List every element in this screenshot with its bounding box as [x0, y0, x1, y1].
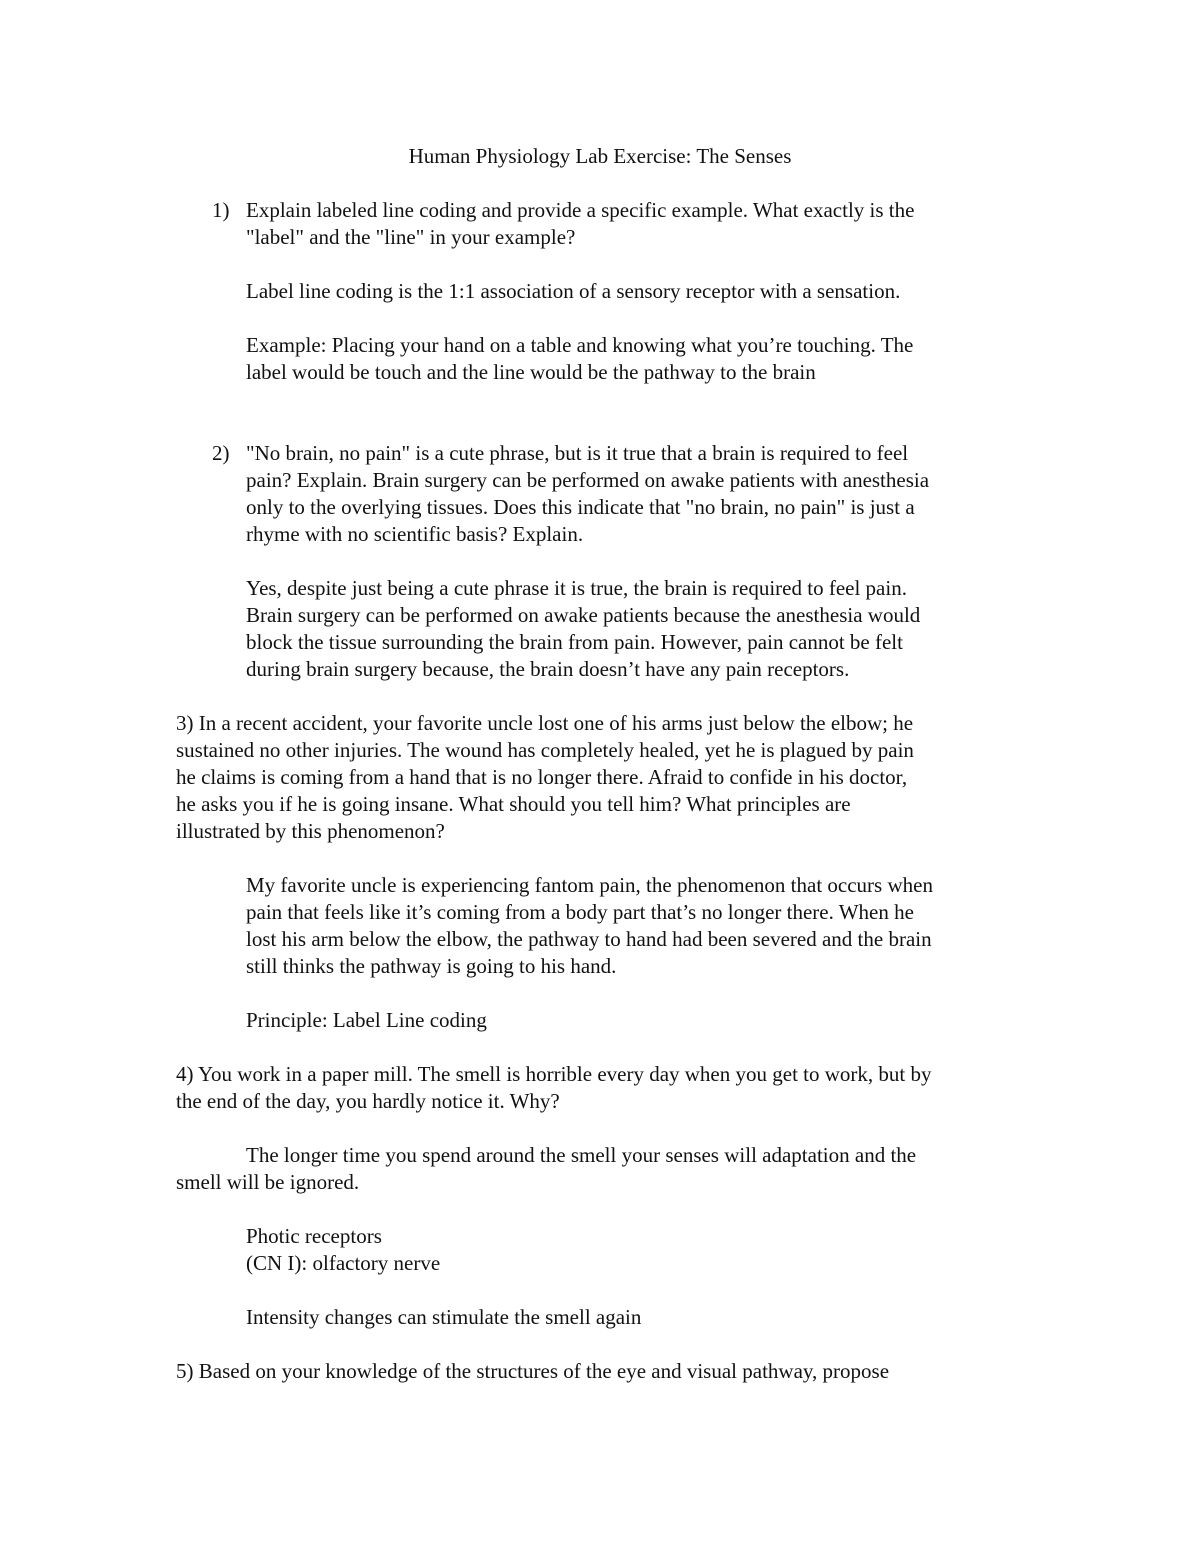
question-3-line: illustrated by this phenomenon? — [176, 819, 445, 843]
question-4-line: 4) You work in a paper mill. The smell is horrible every day when you get to work, but by — [176, 1062, 932, 1086]
question-2-line: rhyme with no scientific basis? Explain. — [246, 522, 584, 546]
question-3-line: he claims is coming from a hand that is no longer there. Afraid to confide in his doctor, — [176, 765, 908, 789]
page-title: Human Physiology Lab Exercise: The Senses — [408, 144, 792, 168]
answer-4-note: (CN I): olfactory nerve — [246, 1251, 441, 1275]
question-1-line: Explain labeled line coding and provide a specific example. What exactly is the — [246, 198, 915, 222]
answer-3-line: My favorite uncle is experiencing fantom pain, the phenomenon that occurs when — [246, 873, 933, 897]
question-2-line: pain? Explain. Brain surgery can be performed on awake patients with anesthesia — [246, 468, 930, 492]
answer-4-note: Photic receptors — [246, 1224, 382, 1248]
question-1-line: "label" and the "line" in your example? — [246, 225, 576, 249]
answer-2-line: Yes, despite just being a cute phrase it is true, the brain is required to feel pain. — [246, 576, 907, 600]
question-3-line: sustained no other injuries. The wound has completely healed, yet he is plagued by pain — [176, 738, 914, 762]
question-3-line: he asks you if he is going insane. What should you tell him? What principles are — [176, 792, 851, 816]
answer-4-line: The longer time you spend around the smell your senses will adaptation and the — [246, 1143, 917, 1167]
answer-3-principle: Principle: Label Line coding — [246, 1008, 487, 1032]
question-2-line: only to the overlying tissues. Does this indicate that "no brain, no pain" is just a — [246, 495, 915, 519]
question-2-number: 2) — [212, 441, 230, 465]
question-4-line: the end of the day, you hardly notice it. Why? — [176, 1089, 560, 1113]
question-3-line: 3) In a recent accident, your favorite uncle lost one of his arms just below the elbow; he — [176, 711, 914, 735]
question-1-number: 1) — [212, 198, 230, 222]
answer-2-line: during brain surgery because, the brain doesn’t have any pain receptors. — [246, 657, 850, 681]
answer-3-line: still thinks the pathway is going to his hand. — [246, 954, 617, 978]
answer-3-line: pain that feels like it’s coming from a body part that’s no longer there. When he — [246, 900, 914, 924]
question-5-line: 5) Based on your knowledge of the structures of the eye and visual pathway, propose — [176, 1359, 890, 1383]
answer-2-line: block the tissue surrounding the brain from pain. However, pain cannot be felt — [246, 630, 903, 654]
answer-4-intensity: Intensity changes can stimulate the smell again — [246, 1305, 642, 1329]
question-2-line: "No brain, no pain" is a cute phrase, but is it true that a brain is required to feel — [246, 441, 909, 465]
answer-1-example-line: Example: Placing your hand on a table and knowing what you’re touching. The — [246, 333, 914, 357]
answer-4-line: smell will be ignored. — [176, 1170, 360, 1194]
answer-1-definition: Label line coding is the 1:1 association of a sensory receptor with a sensation. — [246, 279, 901, 303]
answer-1-example-line: label would be touch and the line would be the pathway to the brain — [246, 360, 816, 384]
answer-3-line: lost his arm below the elbow, the pathway to hand had been severed and the brain — [246, 927, 932, 951]
answer-2-line: Brain surgery can be performed on awake patients because the anesthesia would — [246, 603, 921, 627]
